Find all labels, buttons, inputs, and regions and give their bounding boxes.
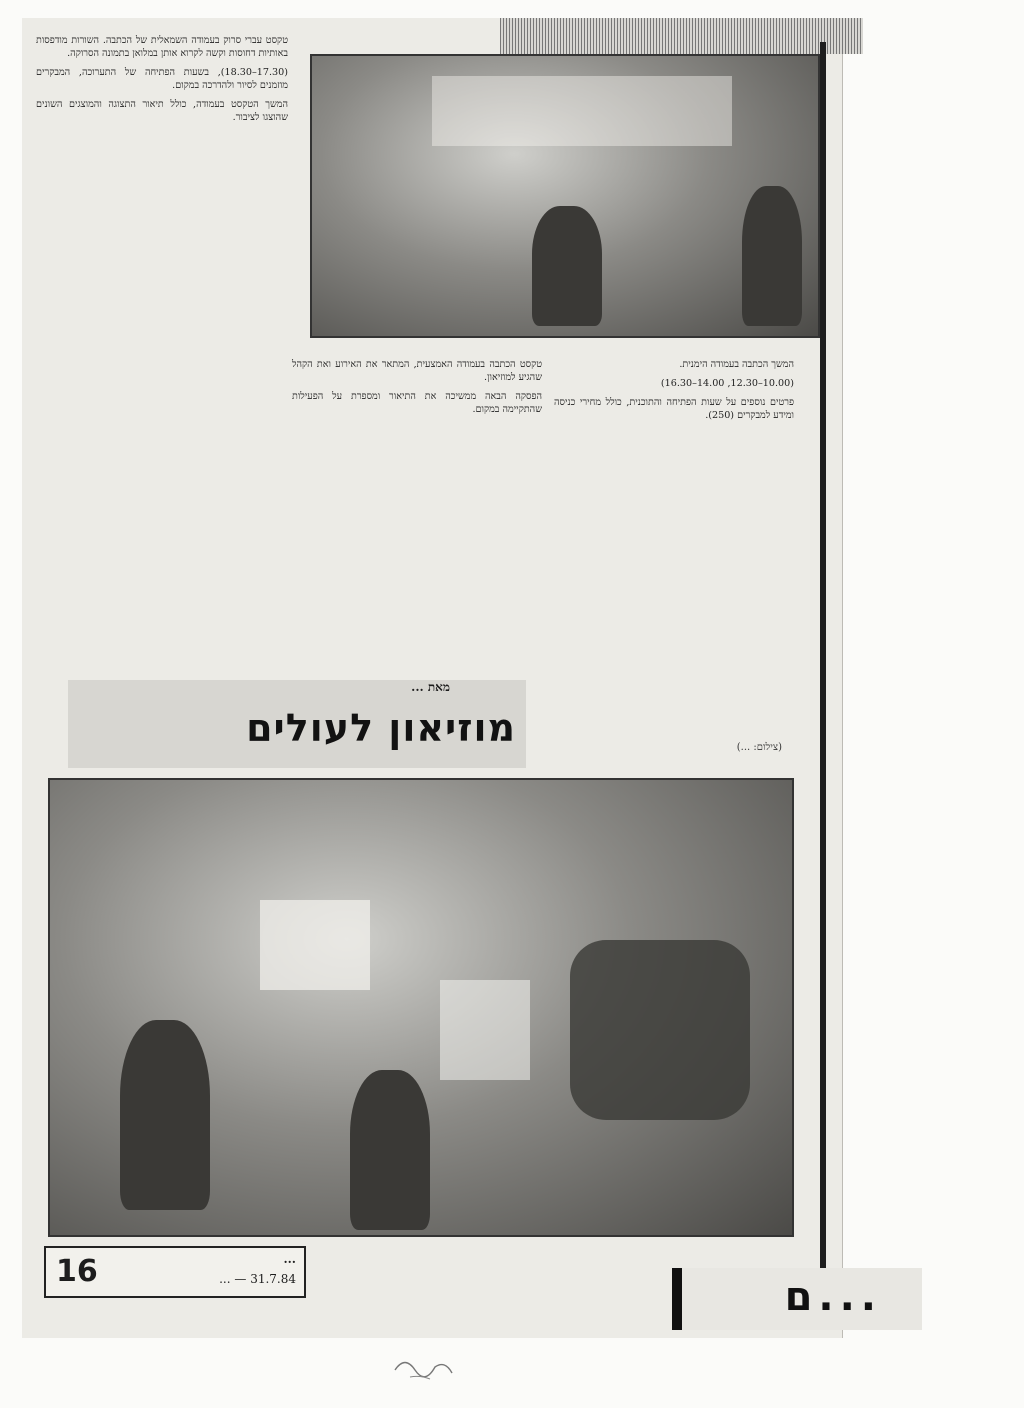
masthead-title: ...ם	[784, 1274, 882, 1320]
top-photo	[310, 54, 820, 338]
article-headline: מוזיאון לעולים	[246, 706, 516, 750]
newspaper-masthead	[672, 1268, 922, 1330]
paragraph: הפסקה הבאה ממשיכה את התיאור ומספרת על הפעילות שהתקיימה במקום.	[292, 391, 542, 416]
issue-date: 31.7.84 — ...	[219, 1272, 296, 1286]
article-column-middle	[292, 358, 542, 658]
handwritten-signature	[390, 1345, 460, 1385]
article-column-right	[554, 358, 794, 753]
paragraph: (17.30–18.30), בשעות הפתיחה של התערוכה, המבקרים מוזמנים לסיור ולהדרכה במקום.	[36, 67, 288, 92]
issue-label: ...	[283, 1252, 296, 1266]
photo-credit: (צילום: ...)	[736, 742, 782, 753]
page-number: 16	[56, 1254, 98, 1289]
paragraph: פרטים נוספים על שעות הפתיחה והתוכנית, כולל מחירי כניסה ומידע למבקרים (250).	[554, 397, 794, 422]
bottom-photo	[48, 778, 794, 1237]
paragraph: טקסט הכתבה בעמודה האמצעית, המתאר את האירוע ואת הקהל שהגיע למוזיאון.	[292, 359, 542, 384]
paragraph: טקסט עברי סרוק בעמודה השמאלית של הכתבה. השורות מודפסות באותיות דחוסות וקשה לקרוא אותן במלואן בתמונה הסרוקה.	[36, 35, 288, 60]
column-rule	[820, 42, 826, 1280]
paragraph: (10.00–12.30, 14.00–16.30)	[660, 378, 794, 390]
masthead-bar	[672, 1268, 682, 1330]
masthead-strip	[500, 18, 863, 54]
paragraph: המשך הטקסט בעמודה, כולל תיאור התצוגה והמוצגים השונים שהוצגו לציבור.	[36, 99, 288, 124]
article-column-left	[36, 34, 288, 674]
paragraph: המשך הכתבה בעמודה הימנית.	[679, 359, 794, 370]
byline: מאת ...	[411, 680, 450, 694]
headline-block	[68, 680, 526, 768]
newspaper-clipping	[22, 18, 843, 1338]
page-footer	[44, 1246, 306, 1298]
